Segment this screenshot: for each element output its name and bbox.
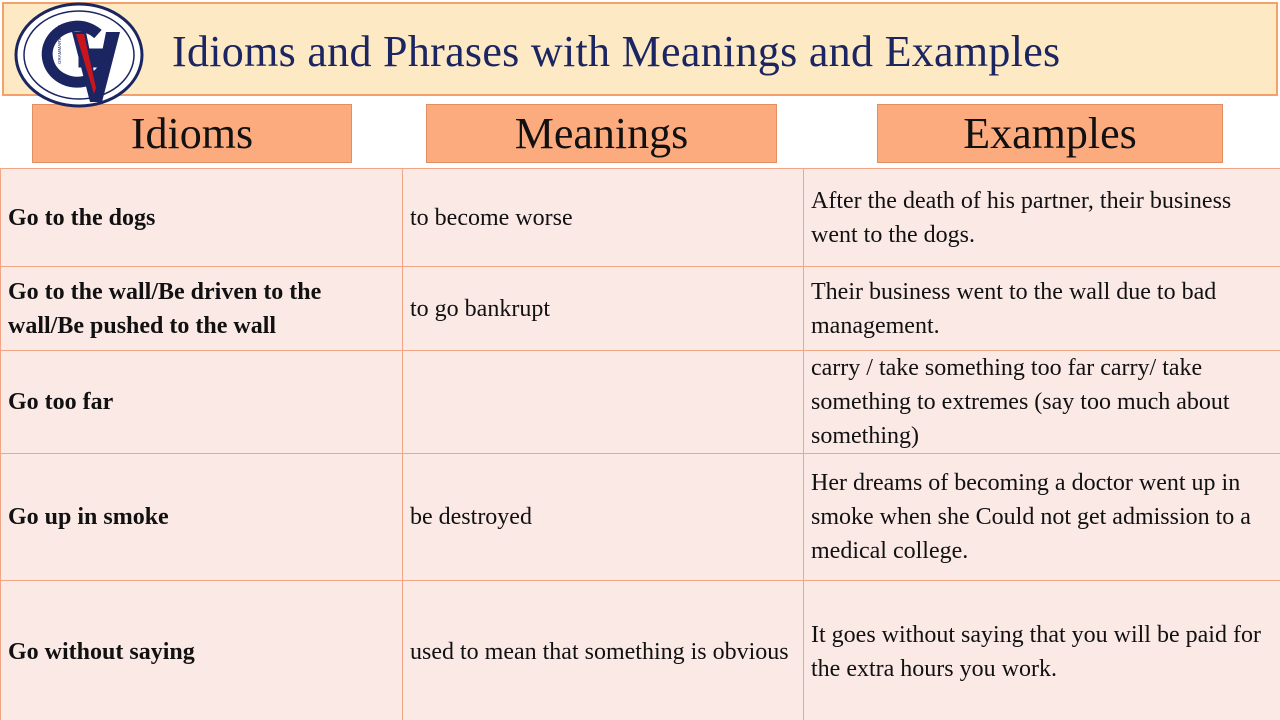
example-cell: Her dreams of becoming a doctor went up in smoke when she Could not get admission to a medical college. bbox=[804, 454, 1280, 581]
column-header-examples: Examples bbox=[877, 104, 1223, 163]
example-cell: carry / take something too far carry/ take something to extremes (say too much about something) bbox=[804, 351, 1280, 454]
table-row bbox=[1, 267, 1280, 351]
meaning-cell bbox=[403, 351, 804, 454]
table-row bbox=[1, 454, 1280, 581]
idiom-cell: Go to the dogs bbox=[1, 169, 403, 267]
meaning-cell: to go bankrupt bbox=[403, 267, 804, 351]
example-cell: Their business went to the wall due to bad management. bbox=[804, 267, 1280, 351]
idiom-cell: Go up in smoke bbox=[1, 454, 403, 581]
meaning-cell: to become worse bbox=[403, 169, 804, 267]
example-cell: After the death of his partner, their business went to the dogs. bbox=[804, 169, 1280, 267]
meaning-cell: be destroyed bbox=[403, 454, 804, 581]
idiom-cell: Go to the wall/Be driven to the wall/Be pushed to the wall bbox=[1, 267, 403, 351]
idioms-table bbox=[0, 168, 1280, 720]
table-row bbox=[1, 169, 1280, 267]
table-row bbox=[1, 581, 1280, 720]
table-row bbox=[1, 351, 1280, 454]
page-title: Idioms and Phrases with Meanings and Examples bbox=[172, 27, 1061, 76]
idiom-cell: Go too far bbox=[1, 351, 403, 454]
meaning-cell: used to mean that something is obvious bbox=[403, 581, 804, 720]
idiom-cell: Go without saying bbox=[1, 581, 403, 720]
logo-caption: GRAMMARVOCAB bbox=[57, 24, 62, 64]
column-header-meanings: Meanings bbox=[426, 104, 777, 163]
title-banner bbox=[2, 2, 1278, 96]
column-header-idioms: Idioms bbox=[32, 104, 352, 163]
grammarvocab-logo-icon bbox=[14, 2, 144, 108]
example-cell: It goes without saying that you will be paid for the extra hours you work. bbox=[804, 581, 1280, 720]
